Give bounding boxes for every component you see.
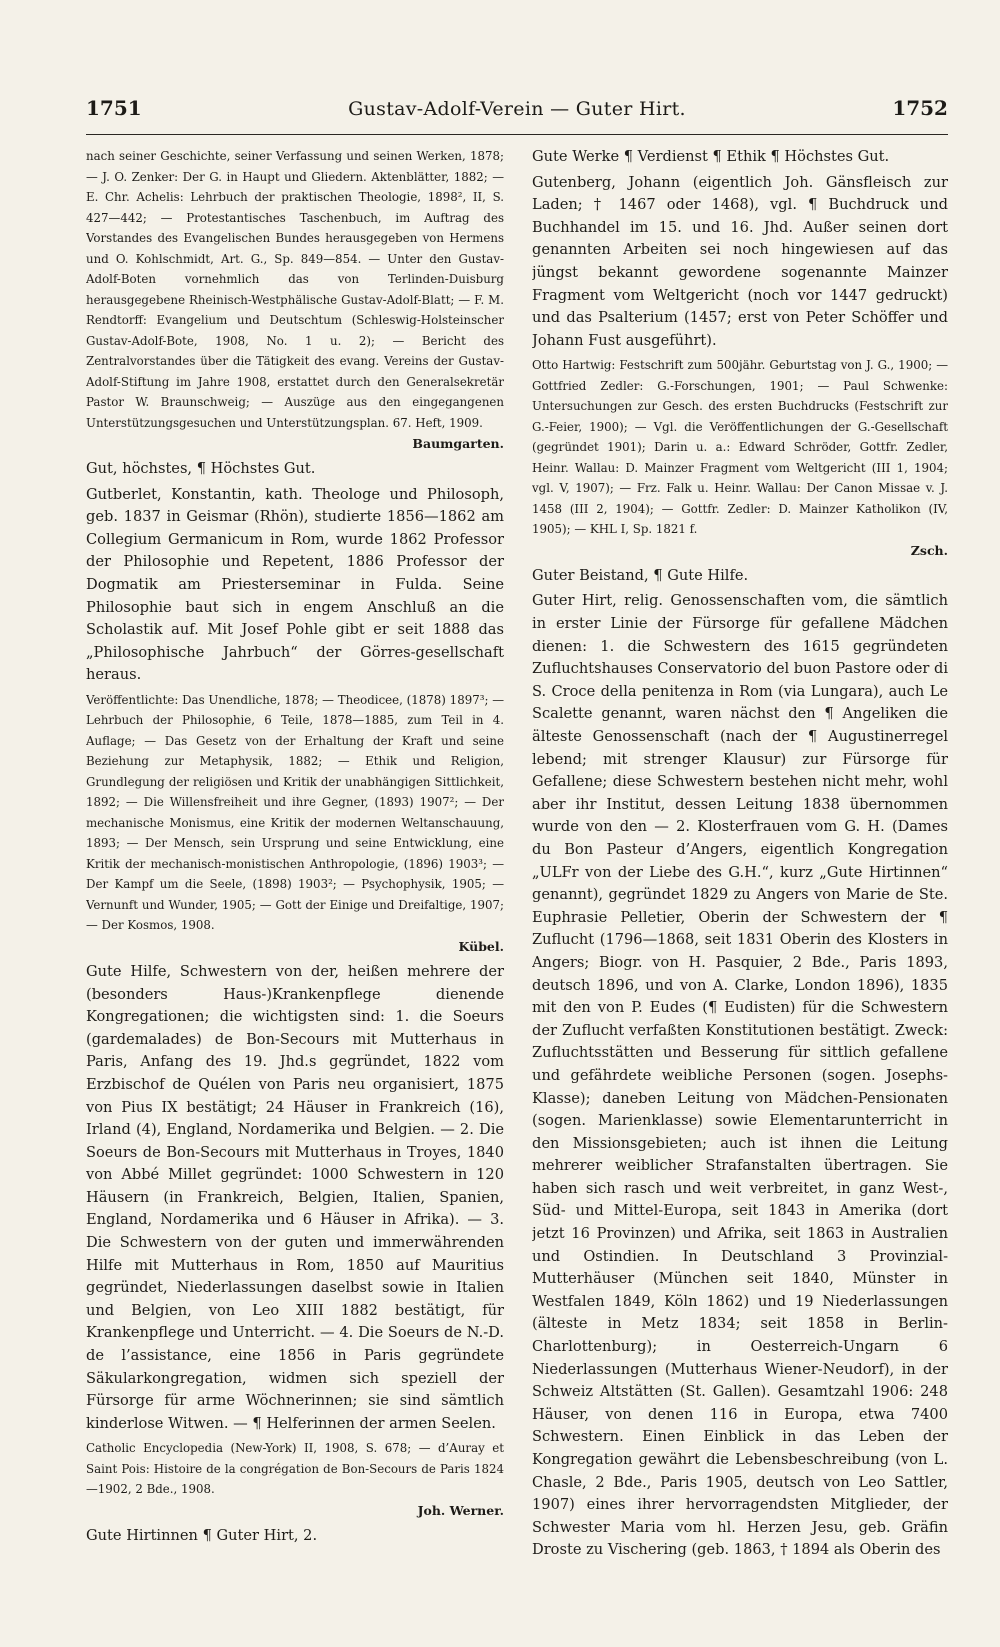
entry-gutberlet: Gutberlet, Konstantin, kath. Theologe und Philosoph, geb. 1837 in Geismar (Rhön), studierte 1856—1862 am Collegium Germanicum in Rom, wurde 1862 Professor der Philosophie und Repetent, 1886 Professor der Dogmatik am Priesterseminar in Fulda. Seine Philosophie baut sich in engem Anschluß an die Scholastik auf. Mit Josef Pohle gibt er seit 1888 das „Philosophische Jahrbuch“ der Görres-gesellschaft heraus. xyxy=(86,485,504,684)
gustav-adolf-literature: nach seiner Geschichte, seiner Verfassung und seinen Werken, 1878; — J. O. Zenker: Der G. in Haupt und Gliedern. Aktenblätter, 1882; — E. Chr. Achelis: Lehrbuch der praktischen Theologie, 1898², II, S. 427—442; — Protestantisches Taschenbuch, im Auftrag des Vorstandes des Evangelischen Bundes herausgegeben von Hermens und O. Kohlschmidt, Art. G., Sp. 849—854. — Unter den Gustav-Adolf-Boten vornehmlich das von Terlinden-Duisburg herausgegebene Rheinisch-Westphälische Gustav-Adolf-Blatt; — F. M. Rendtorff: Evangelium und Deutschtum (Schleswig-Holsteinscher Gustav-Adolf-Bote, 1908, No. 1 u. 2); — Bericht des Zentralvorstandes über die Tätigkeit des evang. Vereins der Gustav-Adolf-Stiftung im Jahre 1908, erstattet durch den Generalsekretär Pastor W. Braunschweig; — Auszüge aus den eingegangenen Unterstützungsgesuchen und Unterstützungsplan. 67. Heft, 1909. xyxy=(86,149,504,430)
left-page-number: 1751 xyxy=(86,96,142,120)
author-signature-zsch: Zsch. xyxy=(910,542,948,558)
author-signature-baumgarten: Baumgarten. xyxy=(412,436,504,451)
running-header xyxy=(86,96,948,130)
author-signature-kuebel: Kübel. xyxy=(458,938,504,954)
entry-gute-werke: Gute Werke ¶ Verdienst ¶ Ethik ¶ Höchstes Gut. xyxy=(532,148,890,165)
entry-gute-hilfe: Gute Hilfe, Schwestern von der, heißen mehrere der (besonders Haus-)Krankenpflege dienende Kongregationen; die wichtigsten sind: 1. die Soeurs (gardemalades) de Bon-Secours mit Mutterhaus in Paris, Anfang des 19. Jhd.s gegründet, 1822 vom Erzbischof de Quélen von Paris neu organisiert, 1875 von Pius IX bestätigt; 24 Häuser in Frankreich (16), Irland (4), England, Nordamerika und Belgien. — 2. Die Soeurs de Bon-Secours mit Mutterhaus in Troyes, 1840 von Abbé Millet gegründet: 1000 Schwestern in 120 Häusern (in Frankreich, Belgien, Italien, Spanien, England, Nordamerika und 6 Häuser in Afrika). — 3. Die Schwestern von der guten und immerwährenden Hilfe mit Mutterhaus in Rom, 1850 auf Mauritius gegründet, Niederlassungen daselbst sowie in Italien und Belgien, von Leo XIII 1882 bestätigt, für Krankenpflege und Unterricht. — 4. Die Soeurs de N.-D. de l’assistance, eine 1856 in Paris gegründete Säkularkongregation, widmen sich speziell der Fürsorge für arme Wöchnerinnen; sie sind sämtlich kinderlose Witwen. — ¶ Helferinnen der armen Seelen. xyxy=(86,962,504,1432)
author-signature-werner: Joh. Werner. xyxy=(417,1502,504,1518)
gute-hilfe-literature: Catholic Encyclopedia (New-York) II, 1908, S. 678; — d’Auray et Saint Pois: Histoire de la congrégation de Bon-Secours de Paris 1824—1902, 2 Bde., 1908. xyxy=(86,1441,504,1497)
right-column xyxy=(532,146,948,1621)
left-column xyxy=(86,146,504,1621)
entry-gut-hoechstes: Gut, höchstes, ¶ Höchstes Gut. xyxy=(86,460,316,477)
header-rule xyxy=(86,134,948,135)
right-page-number: 1752 xyxy=(892,96,948,120)
gutenberg-literature: Otto Hartwig: Festschrift zum 500jähr. Geburtstag von J. G., 1900; — Gottfried Zedler: G.-Forschungen, 1901; — Paul Schwenke: Untersuchungen zur Gesch. des ersten Buchdrucks (Festschrift zur G.-Feier, 1900); — Vgl. die Veröffentlichungen der G.-Gesellschaft (gegründet 1901); Darin u. a.: Edward Schröder, Gottfr. Zedler, Heinr. Wallau: D. Mainzer Fragment vom Weltgericht (III 1, 1904; vgl. V, 1907); — Frz. Falk u. Heinr. Wallau: Der Canon Missae v. J. 1458 (III 2, 1904); — Gottfr. Zedler: D. Mainzer Katholikon (IV, 1905); — KHL I, Sp. 1821 f. xyxy=(532,358,948,537)
gutberlet-publications: Veröffentlichte: Das Unendliche, 1878; — Theodicee, (1878) 1897³; — Lehrbuch der Philosophie, 6 Teile, 1878—1885, zum Teil in 4. Auflage; — Das Gesetz von der Erhaltung der Kraft und seine Beziehung zur Metaphysik, 1882; — Ethik und Religion, Grundlegung der religiösen und Kritik der unabhängigen Sittlichkeit, 1892; — Die Willensfreiheit und ihre Gegner, (1893) 1907²; — Der mechanische Monismus, eine Kritik der modernen Weltanschauung, 1893; — Der Mensch, sein Ursprung und seine Entwicklung, eine Kritik der mechanisch-monistischen Anthropologie, (1896) 1903³; — Der Kampf um die Seele, (1898) 1903²; — Psychophysik, 1905; — Vernunft und Wunder, 1905; — Gott der Einige und Dreifaltige, 1907; — Der Kosmos, 1908. xyxy=(86,692,504,933)
running-title: Gustav-Adolf-Verein — Guter Hirt. xyxy=(348,98,686,120)
entry-gutenberg: Gutenberg, Johann (eigentlich Joh. Gänsfleisch zur Laden; † 1467 oder 1468), vgl. ¶ Buchdruck und Buchhandel im 15. und 16. Jhd. Außer seinen dort genannten Arbeiten sei noch hingewiesen auf das jüngst bekannt gewordene sogenannte Mainzer Fragment vom Weltgericht (noch vor 1447 gedruckt) und das Psalterium (1457; erst von Peter Schöffer und Johann Fust ausgeführt). xyxy=(532,173,948,349)
entry-guter-beistand: Guter Beistand, ¶ Gute Hilfe. xyxy=(532,566,749,584)
entry-gute-hirtinnen: Gute Hirtinnen ¶ Guter Hirt, 2. xyxy=(86,1526,318,1544)
entry-guter-hirt: Guter Hirt, relig. Genossenschaften vom, die sämtlich in erster Linie der Fürsorge für gefallene Mädchen dienen: 1. die Schwestern des 1615 gegründeten Zufluchtshauses Conservatorio del buon Pastore oder di S. Croce della penitenza in Rom (via Lungara), auch Le Scalette genannt, waren nächst den ¶ Angeliken die älteste Genossenschaft (nach der ¶ Augustinerregel lebend; mit strenger Klausur) zur Fürsorge für Gefallene; diese Schwestern bestehen nicht mehr, wohl aber ihr Institut, dessen Leitung 1838 übernommen wurde von den — 2. Klosterfrauen vom G. H. (Dames du Bon Pasteur d’Angers, eigentlich Kongregation „ULFr von der Liebe des G.H.“, kurz „Gute Hirtinnen“ genannt), gegründet 1829 zu Angers von Marie de Ste. Euphrasie Pelletier, Oberin der Schwestern der ¶ Zuflucht (1796—1868, seit 1831 Oberin des Klosters in Angers; Biogr. von H. Pasquier, 2 Bde., Paris 1893, deutsch 1896, und von A. Clarke, London 1896), 1835 mit den von P. Eudes (¶ Eudisten) für die Schwestern der Zuflucht verfaßten Konstitutionen bestätigt. Zweck: Zufluchtsstätten und Besserung für sittlich gefallene und gefährdete weibliche Personen (sogen. Josephs-Klasse); daneben Leitung von Mädchen-Pensionaten (sogen. Marienklasse) sowie Elementarunterricht in den Missionsgebieten; auch ist ihnen die Leitung mehrerer weiblicher Strafanstalten übertragen. Sie haben sich rasch und weit verbreitet, in ganz West-, Süd- und Mittel-Europa, seit 1843 in Amerika (dort jetzt 16 Provinzen) und Afrika, seit 1863 in Australien und Ostindien. In Deutschland 3 Provinzial-Mutterhäuser (München seit 1840, Münster in Westfalen 1849, Köln 1862) und 19 Niederlassungen (älteste in Metz 1834; seit 1858 in Berlin-Charlottenburg); in Oesterreich-Ungarn 6 Niederlassungen (Mutterhaus Wiener-Neudorf), in der Schweiz Altstätten (St. Gallen). Gesamtzahl 1906: 248 Häuser, von denen 116 in Europa, etwa 7400 Schwestern. Einen Einblick in das Leben der Kongregation gewährt die Lebensbeschreibung (von L. Chasle, 2 Bde., Paris 1905, deutsch von Leo Sattler, 1907) eines ihrer hervorragendsten Mitglieder, der Schwester Maria vom hl. Herzen Jesu, geb. Gräfin Droste zu Vischering (geb. 1863, † 1894 als Oberin des xyxy=(532,592,948,1559)
